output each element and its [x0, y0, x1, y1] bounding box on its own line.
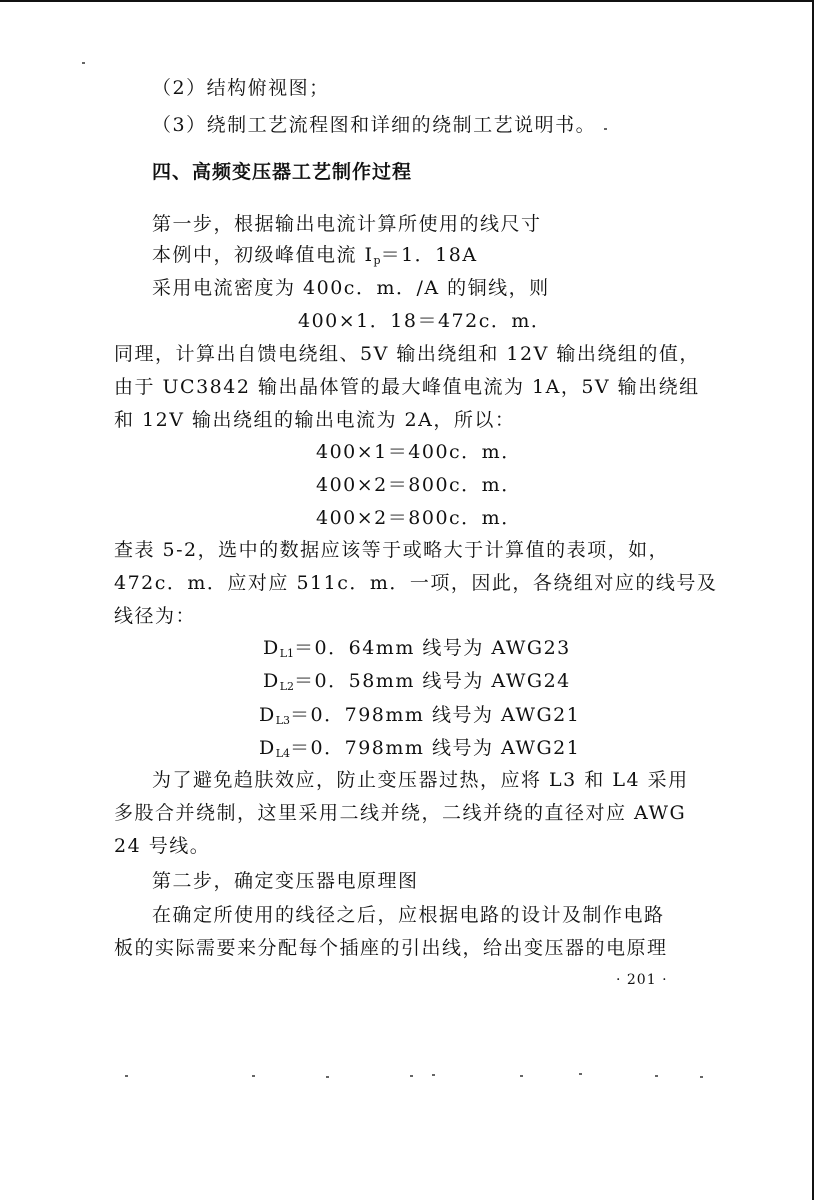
- page-right-rule: [812, 0, 814, 1200]
- para4-line2: 板的实际需要来分配每个插座的引出线，给出变压器的电原理: [114, 937, 668, 959]
- scan-speck: [82, 62, 85, 64]
- wire-subscript: L3: [275, 714, 291, 727]
- page-top-rule: [0, 0, 812, 2]
- scan-speck: [326, 1076, 329, 1078]
- section-heading: 四、高频变压器工艺制作过程: [152, 161, 413, 183]
- list-item-3: （3）绕制工艺流程图和详细的绕制工艺说明书。: [152, 114, 597, 136]
- scan-speck: [252, 1075, 255, 1077]
- scan-speck: [520, 1075, 523, 1077]
- wire-symbol: D: [259, 737, 276, 759]
- example-subscript: p: [373, 254, 381, 267]
- calc-line-1: 400×1．18＝472c．m．: [298, 310, 552, 332]
- para3-line1: 为了避免趋肤效应，防止变压器过热，应将 L3 和 L4 采用: [152, 769, 689, 791]
- scan-speck: [410, 1075, 413, 1077]
- para2-line2: 472c．m．应对应 511c．m．一项，因此，各绕组对应的线号及: [114, 572, 718, 594]
- wire-subscript: L4: [275, 747, 291, 760]
- para3-line2: 多股合并绕制，这里采用二线并绕，二线并绕的直径对应 AWG: [114, 802, 687, 824]
- scan-speck: [432, 1074, 435, 1076]
- calc-line-3: 400×2＝800c．m．: [316, 474, 522, 496]
- para3-line3: 24 号线。: [114, 835, 211, 857]
- wire-item: [259, 703, 580, 733]
- para1-line3: 和 12V 输出绕组的输出电流为 2A，所以：: [114, 409, 516, 431]
- step-2-title: 第二步，确定变压器电原理图: [152, 870, 419, 892]
- list-item-2: （2）结构俯视图；: [152, 77, 330, 99]
- para1-line2: 由于 UC3842 输出晶体管的最大峰值电流为 1A，5V 输出绕组: [114, 376, 700, 398]
- scan-speck: [579, 1073, 582, 1075]
- wire-symbol: D: [259, 704, 276, 726]
- para2-line1: 查表 5-2，选中的数据应该等于或略大于计算值的表项，如，: [114, 539, 670, 561]
- scan-speck: [700, 1076, 703, 1078]
- wire-value: ＝0．58mm 线号为 AWG24: [294, 670, 571, 692]
- calc-line-2: 400×1＝400c．m．: [316, 441, 522, 463]
- wire-item: [263, 669, 571, 699]
- wire-subscript: L2: [279, 680, 295, 693]
- wire-symbol: D: [263, 670, 280, 692]
- para4-line1: 在确定所使用的线径之后，应根据电路的设计及制作电路: [152, 904, 665, 926]
- para2-line3: 线径为：: [114, 605, 197, 627]
- scan-speck: [604, 128, 607, 130]
- wire-symbol: D: [263, 637, 280, 659]
- wire-item: [263, 636, 571, 666]
- wire-value: ＝0．798mm 线号为 AWG21: [290, 704, 581, 726]
- wire-item: [259, 736, 580, 766]
- scan-speck: [125, 1075, 128, 1077]
- wire-value: ＝0．64mm 线号为 AWG23: [294, 637, 571, 659]
- example-prefix: 本例中，初级峰值电流 I: [152, 244, 374, 266]
- density-line: 采用电流密度为 400c．m．/A 的铜线，则: [152, 277, 550, 299]
- wire-value: ＝0．798mm 线号为 AWG21: [290, 737, 581, 759]
- page-number: · 201 ·: [616, 972, 668, 988]
- wire-subscript: L1: [279, 647, 295, 660]
- calc-line-4: 400×2＝800c．m．: [316, 507, 522, 529]
- scan-speck: [655, 1075, 658, 1077]
- step-1-title: 第一步，根据输出电流计算所使用的线尺寸: [152, 213, 542, 235]
- example-suffix: ＝1．18A: [380, 244, 478, 266]
- para1-line1: 同理，计算出自馈电绕组、5V 输出绕组和 12V 输出绕组的值，: [114, 343, 700, 365]
- example-line: [152, 243, 478, 273]
